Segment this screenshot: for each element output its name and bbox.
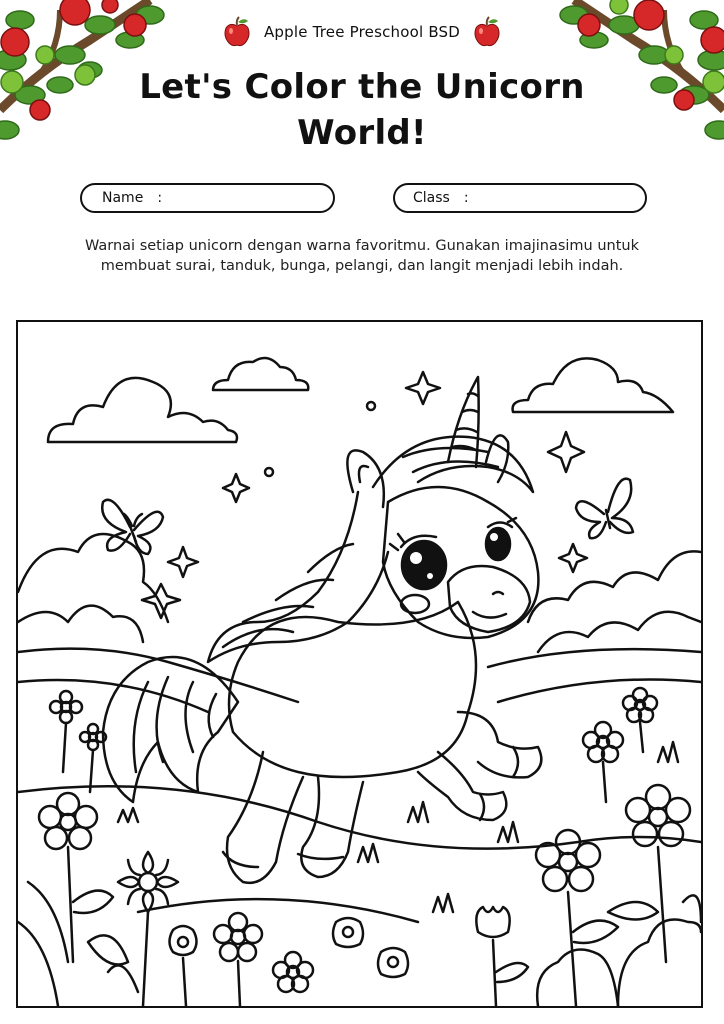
class-field[interactable] — [393, 183, 647, 213]
cloud-icon — [48, 378, 237, 442]
grass-icon — [433, 894, 453, 912]
flower-icon — [583, 722, 623, 802]
flower-icon — [118, 852, 178, 1006]
unicorn-tail — [103, 657, 238, 802]
flower-icon — [623, 688, 657, 752]
grass-icon — [658, 742, 678, 762]
apple-icon — [222, 16, 252, 48]
flower-icon — [273, 952, 313, 992]
hill-line — [498, 680, 701, 703]
instructions — [30, 236, 694, 276]
bush-icon — [18, 606, 143, 642]
leaf-icon — [88, 935, 128, 964]
grass-icon — [358, 844, 378, 862]
bush-icon — [538, 612, 701, 652]
grass-icon — [498, 822, 518, 842]
school-name: Apple Tree Preschool BSD — [263, 23, 461, 41]
flower-icon — [214, 913, 262, 1006]
sparkle-icon — [548, 432, 584, 472]
grass-icon — [118, 808, 138, 822]
unicorn-body — [223, 602, 541, 883]
unicorn-mane — [208, 437, 533, 662]
name-separator: : — [157, 190, 163, 206]
flower-icon — [626, 785, 690, 962]
unicorn-head — [347, 377, 538, 638]
name-input[interactable] — [170, 186, 348, 210]
leaf-icon — [28, 882, 68, 962]
instructions-line-1: Warnai setiap unicorn dengan warna favoritmu. Gunakan imajinasimu untuk — [84, 238, 639, 254]
sparkle-icon — [559, 544, 587, 572]
sparkle-icon — [168, 547, 198, 577]
sparkle-icon — [406, 372, 440, 404]
cloud-icon — [213, 358, 308, 390]
coloring-area[interactable] — [16, 320, 703, 1008]
bush-icon — [18, 534, 168, 622]
leaf-icon — [608, 902, 658, 920]
flower-icon — [378, 948, 408, 977]
hill-line — [138, 899, 418, 922]
title-line-1: Let's Color the Unicorn — [139, 67, 585, 107]
bush-icon — [537, 950, 618, 1007]
flower-icon — [333, 918, 363, 947]
apple-icon — [472, 16, 502, 48]
sparkle-icon — [142, 584, 180, 618]
class-input[interactable] — [477, 186, 655, 210]
hill-line — [488, 649, 701, 667]
grass-icon — [408, 802, 428, 822]
instructions-line-2: membuat surai, tanduk, bunga, pelangi, dan langit menjadi lebih indah. — [100, 258, 624, 274]
name-field[interactable] — [80, 183, 335, 213]
sparkle-icon — [223, 474, 249, 502]
class-label: Class — [413, 190, 450, 206]
page-title — [110, 64, 614, 156]
sparkle-dot — [265, 468, 273, 476]
leaf-icon — [108, 965, 138, 992]
sparkle-dot — [367, 402, 375, 410]
class-separator: : — [463, 190, 469, 206]
name-label: Name — [102, 190, 144, 206]
flower-icon — [50, 691, 82, 772]
flower-icon — [536, 830, 618, 1006]
brand-line — [0, 16, 724, 48]
flower-icon — [170, 926, 197, 1006]
title-line-2: World! — [297, 113, 427, 153]
bush-icon — [618, 920, 701, 1007]
leaf-icon — [683, 895, 701, 922]
unicorn-coloring-illustration[interactable] — [18, 322, 701, 1006]
butterfly-icon — [576, 479, 633, 539]
leaf-icon — [18, 922, 58, 1006]
cloud-icon — [513, 358, 673, 412]
tulip-icon — [476, 907, 528, 1006]
